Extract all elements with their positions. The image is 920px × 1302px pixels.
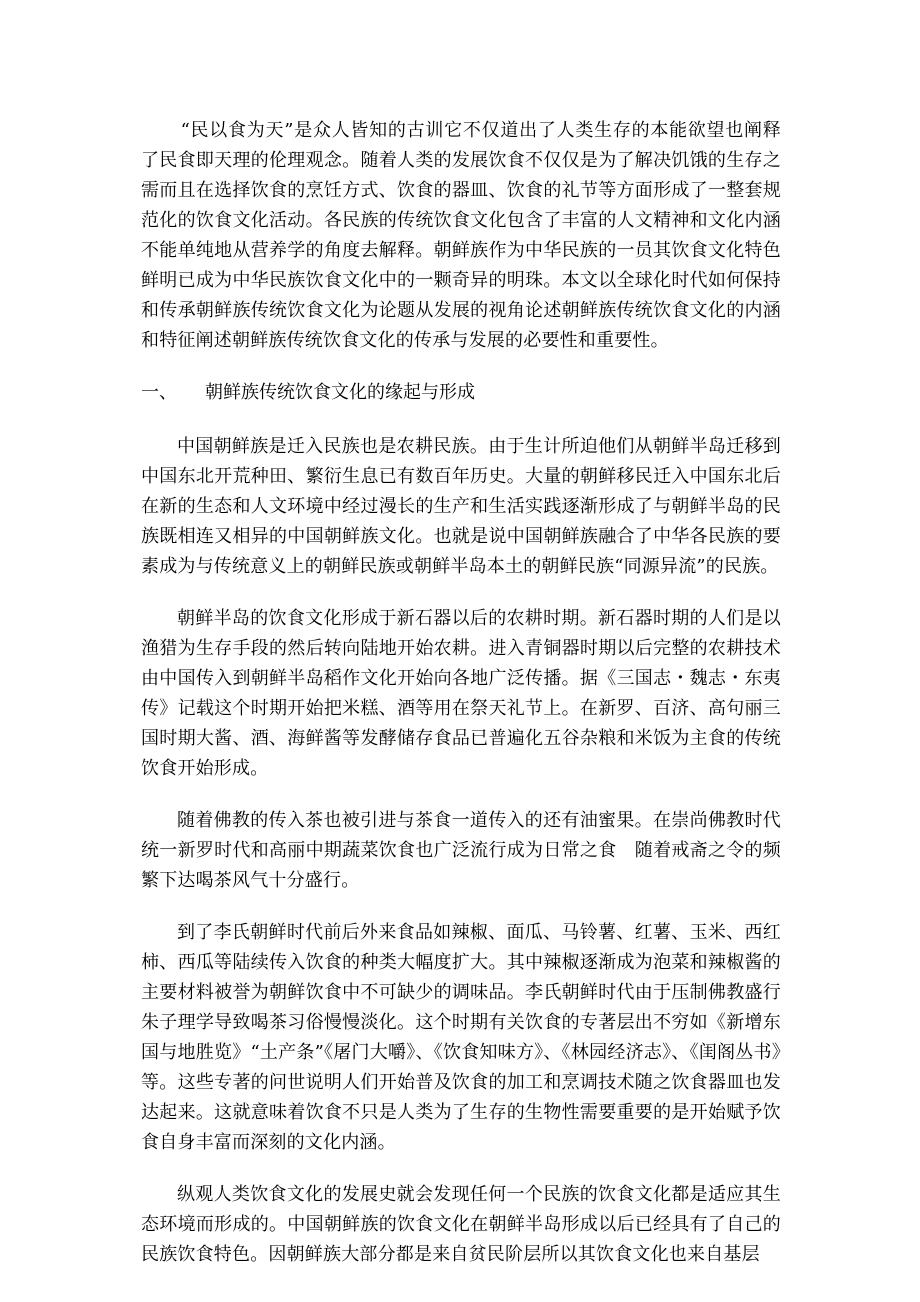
body-paragraph: 随着佛教的传入茶也被引进与茶食一道传入的还有油蜜果。在崇尚佛教时代统一新罗时代和高丽中期蔬菜饮食也广泛流行成为日常之食 随着戒斋之令的频繁下达喝茶风气十分盛行。	[141, 810, 781, 891]
body-paragraph: 纵观人类饮食文化的发展史就会发现任何一个民族的饮食文化都是适应其生态环境而形成的。中国朝鲜族的饮食文化在朝鲜半岛形成以后已经具有了自己的民族饮食特色。因朝鲜族大部分都是来自贫民阶层所以其饮食文化也来自基层	[141, 1184, 781, 1265]
intro-paragraph: “民以食为天”是众人皆知的古训它不仅道出了人类生存的本能欲望也阐释了民食即天理的伦理观念。随着人类的发展饮食不仅仅是为了解决饥饿的生存之需而且在选择饮食的烹饪方式、饮食的器皿、饮食的礼节等方面形成了一整套规范化的饮食文化活动。各民族的传统饮食文化包含了丰富的人文精神和文化内涵不能单纯地从营养学的角度去解释。朝鲜族作为中华民族的一员其饮食文化特色鲜明已成为中华民族饮食文化中的一颗奇异的明珠。本文以全球化时代如何保持和传承朝鲜族传统饮食文化为论题从发展的视角论述朝鲜族传统饮食文化的内涵和特征阐述朝鲜族传统饮食文化的传承与发展的必要性和重要性。	[141, 120, 781, 351]
body-paragraph: 到了李氏朝鲜时代前后外来食品如辣椒、面瓜、马铃薯、红薯、玉米、西红柿、西瓜等陆续传入饮食的种类大幅度扩大。其中辣椒逐渐成为泡菜和辣椒酱的主要材料被誉为朝鲜饮食中不可缺少的调味品。李氏朝鲜时代由于压制佛教盛行朱子理学导致喝茶习俗慢慢淡化。这个时期有关饮食的专著层出不穷如《新增东国与地胜览》“土产条”《屠门大嚼》、《饮食知味方》、《林园经济志》、《闺阁丛书》等。这些专著的问世说明人们开始普及饮食的加工和烹调技术随之饮食器皿也发达起来。这就意味着饮食不只是人类为了生存的生物性需要重要的是开始赋予饮食自身丰富而深刻的文化内涵。	[141, 922, 781, 1153]
section-title: 朝鲜族传统饮食文化的缘起与形成	[205, 382, 475, 403]
document-body	[141, 116, 781, 1292]
body-paragraph: 朝鲜半岛的饮食文化形成于新石器以后的农耕时期。新石器时期的人们是以渔猎为生存手段的然后转向陆地开始农耕。进入青铜器时期以后完整的农耕技术由中国传入到朝鲜半岛稻作文化开始向各地广泛传播。据《三国志・魏志・东夷传》记载这个时期开始把米糕、酒等用在祭天礼节上。在新罗、百济、高句丽三国时期大酱、酒、海鲜酱等发酵储存食品已普遍化五谷杂粮和米饭为主食的传统饮食开始形成。	[141, 608, 781, 779]
section-heading	[141, 378, 781, 408]
body-paragraph: 中国朝鲜族是迁入民族也是农耕民族。由于生计所迫他们从朝鲜半岛迁移到中国东北开荒种田、繁衍生息已有数百年历史。大量的朝鲜移民迁入中国东北后在新的生态和人文环境中经过漫长的生产和生活实践逐渐形成了与朝鲜半岛的民族既相连又相异的中国朝鲜族文化。也就是说中国朝鲜族融合了中华各民族的要素成为与传统意义上的朝鲜民族或朝鲜半岛本土的朝鲜民族“同源异流”的民族。	[141, 436, 781, 577]
section-number: 一、	[141, 382, 177, 403]
